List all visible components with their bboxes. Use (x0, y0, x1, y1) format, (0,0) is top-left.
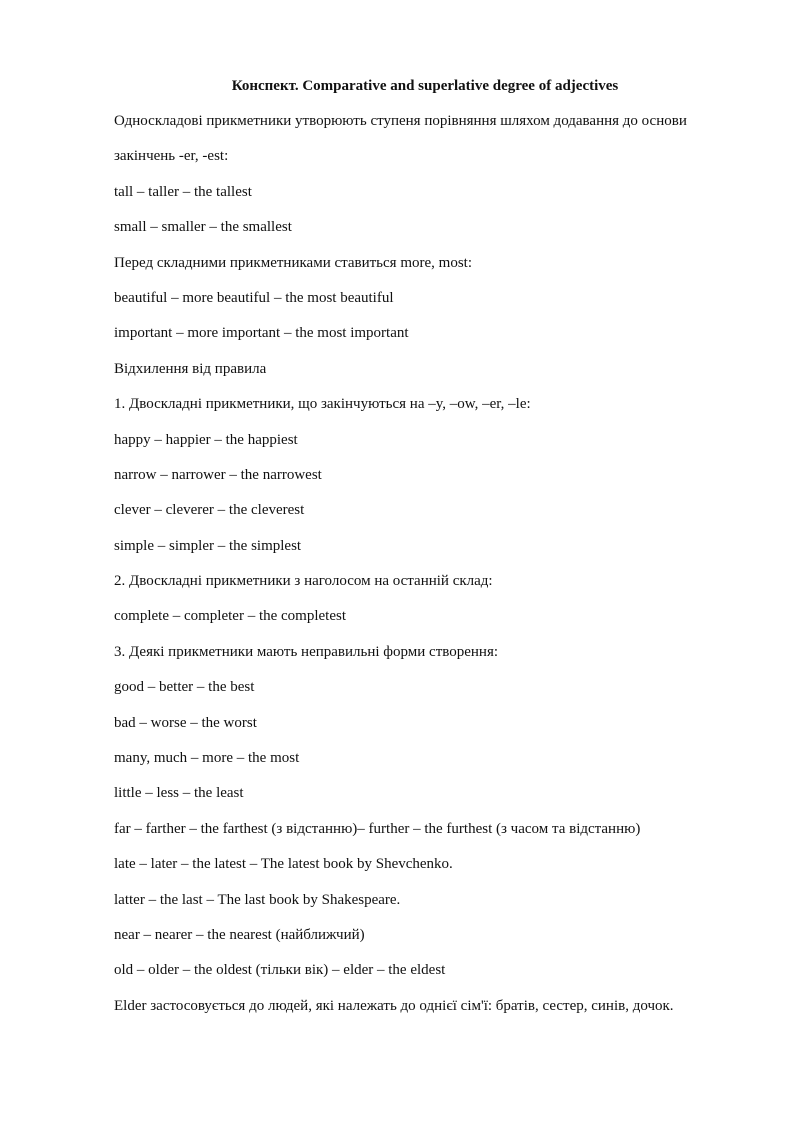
text-line: clever – cleverer – the cleverest (114, 502, 305, 519)
text-line: Односкладові прикметники утворюють ступеня порівняння шляхом додавання до основи (114, 113, 687, 129)
text-line: late – later – the latest – The latest book by Shevchenko. (114, 856, 453, 873)
text-line: Elder застосовується до людей, які належать до однієї сім'ї: братів, сестер, синів, дочок. (114, 997, 674, 1014)
text-line: important – more important – the most important (114, 325, 409, 342)
text-line: Перед складними прикметниками ставиться more, most: (114, 254, 472, 271)
rule-heading: 1. Двоскладні прикметники, що закінчуються на –y, –ow, –er, –le: (114, 396, 531, 413)
text-line: simple – simpler – the simplest (114, 537, 302, 554)
text-line: near – nearer – the nearest (найближчий) (114, 926, 365, 943)
document-title: Конспект. Comparative and superlative degree of adjectives (231, 78, 619, 94)
text-line: complete – completer – the completest (114, 608, 347, 625)
text-line: закінчень -er, -est: (114, 148, 229, 165)
rule-heading: 3. Деякі прикметники мають неправильні форми створення: (114, 643, 499, 660)
text-line: latter – the last – The last book by Shakespeare. (114, 891, 401, 908)
document-body (114, 111, 754, 1031)
text-line: happy – happier – the happiest (114, 431, 298, 448)
text-line: many, much – more – the most (114, 750, 300, 767)
text-line: far – farther – the farthest (з відстанню)– further – the furthest (з часом та відстанню) (114, 820, 641, 837)
text-line: narrow – narrower – the narrowest (114, 466, 322, 483)
text-line: beautiful – more beautiful – the most beautiful (114, 289, 394, 306)
text-line: small – smaller – the smallest (114, 219, 292, 236)
text-line: old – older – the oldest (тільки вік) – elder – the eldest (114, 962, 446, 979)
rule-heading: 2. Двоскладні прикметники з наголосом на останній склад: (114, 573, 493, 590)
text-line: tall – taller – the tallest (114, 183, 252, 200)
text-line: bad – worse – the worst (114, 714, 257, 731)
section-heading: Відхилення від правила (114, 360, 267, 377)
text-line: good – better – the best (114, 679, 255, 696)
text-line: little – less – the least (114, 785, 244, 802)
